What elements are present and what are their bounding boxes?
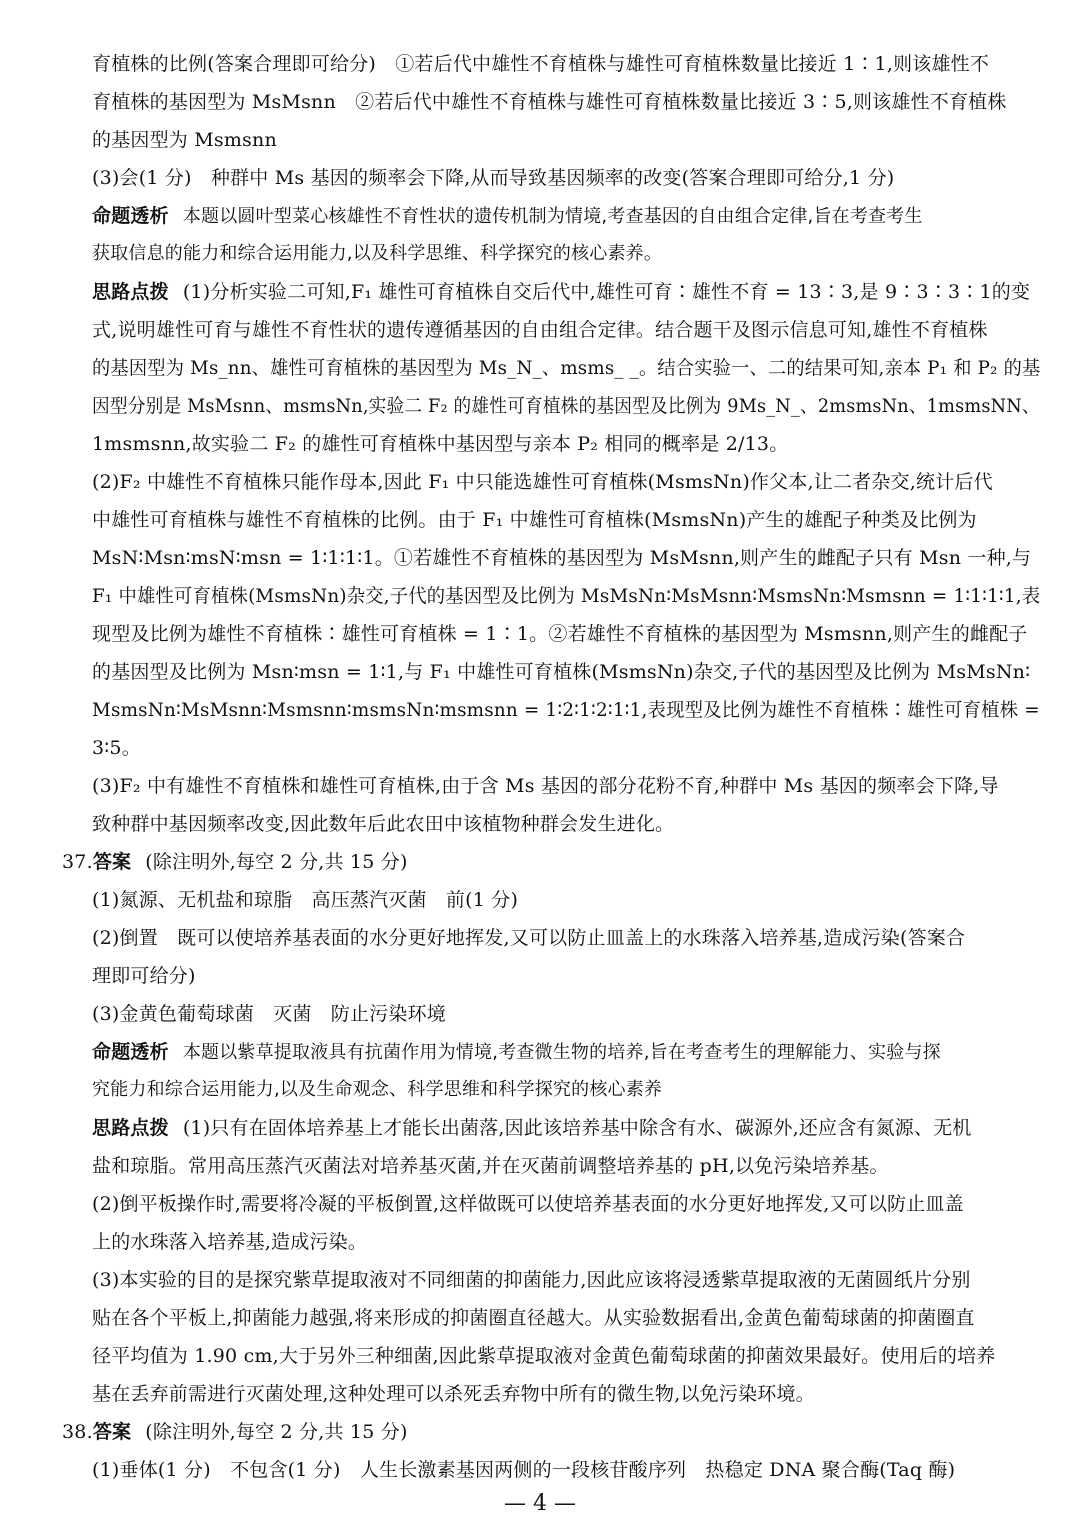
answer-label: 答案 bbox=[92, 1421, 132, 1443]
text-line: 致种群中基因频率改变,因此数年后此农田中该植物种群会发生进化。 bbox=[92, 813, 675, 835]
section-label-dianbo: 思路点拨 bbox=[92, 1117, 169, 1139]
answer-label: 答案 bbox=[92, 851, 132, 873]
score-note: (除注明外,每空 2 分,共 15 分) bbox=[145, 1421, 408, 1443]
text-line: (2)F₂ 中雄性不育植株只能作母本,因此 F₁ 中只能选雄性可育植株(MsmsNn)作父本,让二者杂交,统计后代 bbox=[92, 471, 993, 493]
text-line: 本题以圆叶型菜心核雄性不育性状的遗传机制为情境,考查基因的自由组合定律,旨在考查考生 bbox=[182, 206, 923, 227]
hint-paragraph bbox=[92, 279, 1030, 305]
question-37-answer-header bbox=[62, 849, 408, 875]
text-line: 的基因型为 Msmsnn bbox=[92, 129, 277, 151]
question-number: 38. bbox=[62, 1421, 93, 1443]
text-line: 基在丢弃前需进行灭菌处理,这种处理可以杀死丢弃物中所有的微生物,以免污染环境。 bbox=[92, 1383, 815, 1405]
analysis-paragraph bbox=[92, 203, 923, 230]
page-number: — 4 — bbox=[504, 1491, 576, 1516]
text-line: 上的水珠落入培养基,造成污染。 bbox=[92, 1231, 368, 1253]
text-line: (3)本实验的目的是探究紫草提取液对不同细菌的抑菌能力,因此应该将浸透紫草提取液的无菌圆纸片分别 bbox=[92, 1269, 971, 1291]
score-note: (除注明外,每空 2 分,共 15 分) bbox=[145, 851, 408, 873]
text-line: (3)金黄色葡萄球菌 灭菌 防止污染环境 bbox=[92, 1003, 446, 1025]
text-line: 因型分别是 MsMsnn、msmsNn,实验二 F₂ 的雄性可育植株的基因型及比例为 9Ms_N_、2msmsNn、1msmsNN、 bbox=[92, 395, 1040, 417]
section-label-toushi: 命题透析 bbox=[92, 1041, 169, 1063]
text-line: 盐和琼脂。常用高压蒸汽灭菌法对培养基灭菌,并在灭菌前调整培养基的 pH,以免污染培养基。 bbox=[92, 1155, 889, 1177]
text-line: 贴在各个平板上,抑菌能力越强,将来形成的抑菌圈直径越大。从实验数据看出,金黄色葡萄球菌的抑菌圈直 bbox=[92, 1307, 975, 1329]
analysis-paragraph bbox=[92, 1039, 941, 1066]
question-38-answer-header bbox=[62, 1419, 408, 1445]
text-line: 3∶5。 bbox=[92, 737, 141, 759]
text-line: 育植株的基因型为 MsMsnn ②若后代中雄性不育植株与雄性可育植株数量比接近 3∶5,则该雄性不育植株 bbox=[92, 91, 1007, 113]
text-line: (3)会(1 分) 种群中 Ms 基因的频率会下降,从而导致基因频率的改变(答案合理即可给分,1 分) bbox=[92, 167, 895, 189]
text-line: 本题以紫草提取液具有抗菌作用为情境,考查微生物的培养,旨在考查考生的理解能力、实验与探 bbox=[182, 1042, 941, 1063]
text-line: (2)倒置 既可以使培养基表面的水分更好地挥发,又可以防止皿盖上的水珠落入培养基,造成污染(答案合 bbox=[92, 927, 966, 949]
text-line: 中雄性可育植株与雄性不育植株的比例。由于 F₁ 中雄性可育植株(MsmsNn)产生的雄配子种类及比例为 bbox=[92, 509, 977, 531]
text-line: (1)氮源、无机盐和琼脂 高压蒸汽灭菌 前(1 分) bbox=[92, 889, 519, 911]
text-line: (2)倒平板操作时,需要将冷凝的平板倒置,这样做既可以使培养基表面的水分更好地挥发,又可以防止皿盖 bbox=[92, 1193, 964, 1215]
text-line: MsN∶Msn∶msN∶msn = 1∶1∶1∶1。①若雄性不育植株的基因型为 MsMsnn,则产生的雌配子只有 Msn 一种,与 bbox=[92, 547, 1032, 569]
text-line: 现型及比例为雄性不育植株∶雄性可育植株 = 1∶1。②若雄性不育植株的基因型为 Msmsnn,则产生的雌配子 bbox=[92, 623, 1028, 645]
hint-paragraph bbox=[92, 1115, 972, 1141]
question-number: 37. bbox=[62, 851, 93, 873]
text-line: (3)F₂ 中有雄性不育植株和雄性可育植株,由于含 Ms 基因的部分花粉不育,种群中 Ms 基因的频率会下降,导 bbox=[92, 775, 999, 797]
text-line: (1)只有在固体培养基上才能长出菌落,因此该培养基中除含有水、碳源外,还应含有氮源、无机 bbox=[182, 1117, 972, 1139]
text-line: (1)垂体(1 分) 不包含(1 分) 人生长激素基因两侧的一段核苷酸序列 热稳定 DNA 聚合酶(Taq 酶) bbox=[92, 1459, 956, 1481]
section-label-dianbo: 思路点拨 bbox=[92, 281, 169, 303]
text-line: 径平均值为 1.90 cm,大于另外三种细菌,因此紫草提取液对金黄色葡萄球菌的抑菌效果最好。使用后的培养 bbox=[92, 1345, 996, 1367]
text-line: (1)分析实验二可知,F₁ 雄性可育植株自交后代中,雄性可育∶雄性不育 = 13∶3,是 9∶3∶3∶1的变 bbox=[182, 281, 1031, 303]
text-line: 理即可给分) bbox=[92, 965, 196, 987]
text-line: 育植株的比例(答案合理即可给分) ①若后代中雄性不育植株与雄性可育植株数量比接近 1∶1,则该雄性不 bbox=[92, 53, 990, 75]
text-line: 式,说明雄性可育与雄性不育性状的遗传遵循基因的自由组合定律。结合题干及图示信息可知,雄性不育植株 bbox=[92, 319, 988, 341]
text-line: 的基因型及比例为 Msn∶msn = 1∶1,与 F₁ 中雄性可育植株(MsmsNn)杂交,子代的基因型及比例为 MsMsNn∶ bbox=[92, 661, 1031, 683]
text-line: 的基因型为 Ms_nn、雄性可育植株的基因型为 Ms_N_、msms_ _。结合实验一、二的结果可知,亲本 P₁ 和 P₂ 的基 bbox=[92, 357, 1041, 379]
text-line: MsmsNn∶MsMsnn∶Msmsnn∶msmsNn∶msmsnn = 1∶2∶1∶2∶1∶1,表现型及比例为雄性不育植株∶雄性可育植株 = bbox=[92, 699, 1040, 721]
section-label-toushi: 命题透析 bbox=[92, 205, 169, 227]
text-line: 究能力和综合运用能力,以及生命观念、科学思维和科学探究的核心素养 bbox=[92, 1079, 663, 1100]
text-line: 1msmsnn,故实验二 F₂ 的雄性可育植株中基因型与亲本 P₂ 相同的概率是 2/13。 bbox=[92, 433, 789, 455]
text-line: F₁ 中雄性可育植株(MsmsNn)杂交,子代的基因型及比例为 MsMsNn∶MsMsnn∶MsmsNn∶Msmsnn = 1∶1∶1∶1,表 bbox=[92, 585, 1041, 607]
text-line: 获取信息的能力和综合运用能力,以及科学思维、科学探究的核心素养。 bbox=[92, 243, 663, 264]
